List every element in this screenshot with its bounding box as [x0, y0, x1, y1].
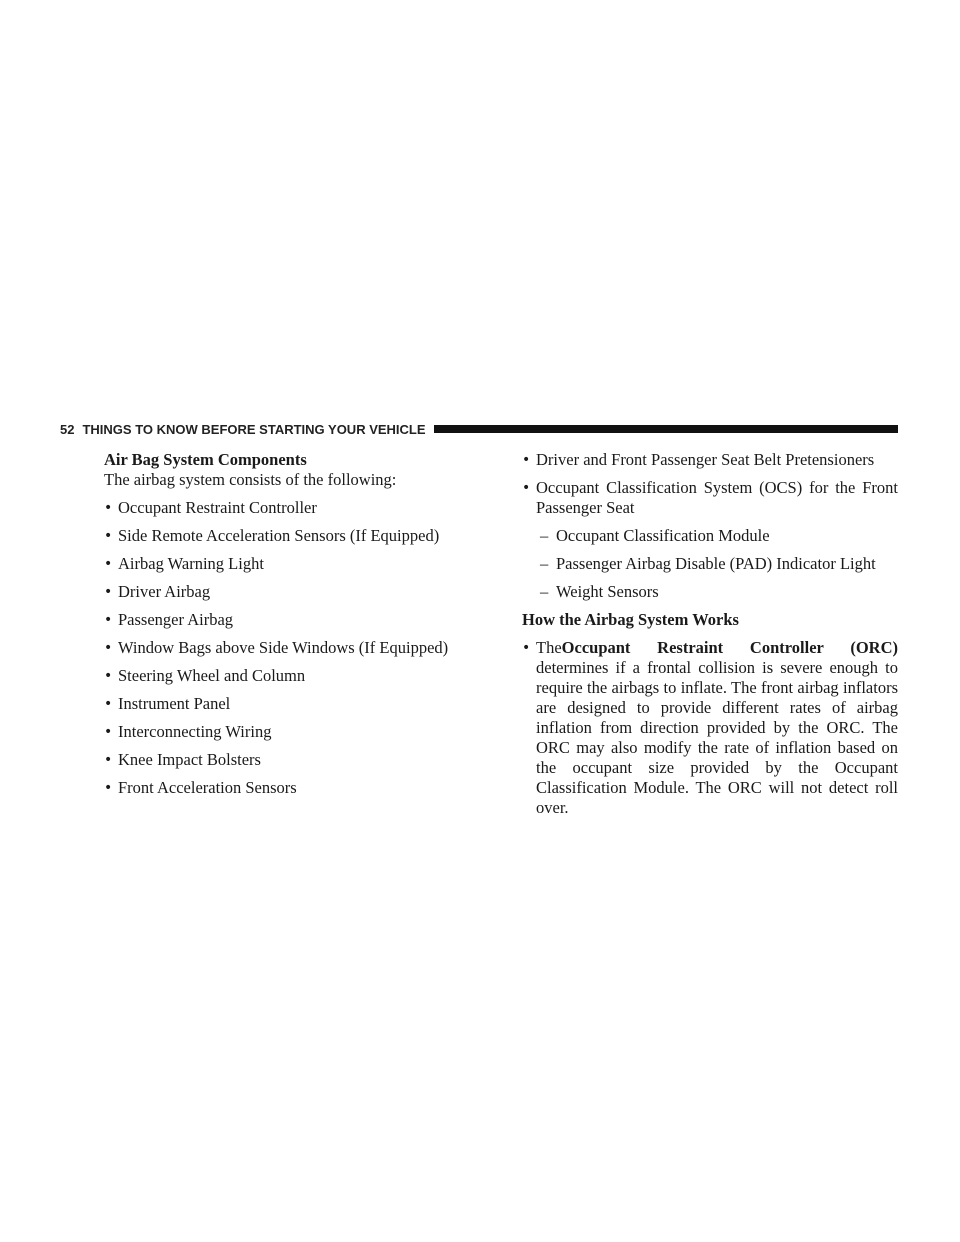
left-column — [104, 450, 476, 798]
sub-list-item: – Occupant Classification Module — [540, 526, 770, 545]
dash-icon: – — [540, 582, 549, 601]
page-number: 52 — [60, 421, 75, 437]
orc-term: Occupant Restraint Controller (ORC) — [561, 638, 898, 657]
components-intro: The airbag system consists of the following: — [104, 470, 397, 489]
dash-icon: – — [540, 554, 549, 573]
list-item: • Occupant Classification System (OCS) for the Front Passenger Seat — [522, 478, 898, 517]
bullet-icon: • — [104, 640, 113, 656]
right-column — [522, 450, 898, 818]
bullet-icon: • — [104, 668, 113, 684]
list-item: • Passenger Airbag — [104, 610, 234, 629]
bullet-icon: • — [522, 452, 531, 468]
bullet-icon: • — [104, 584, 113, 600]
sub-list-item: – Weight Sensors — [540, 582, 659, 601]
how-it-works-heading: How the Airbag System Works — [522, 610, 739, 629]
list-item — [522, 638, 898, 818]
section-title: THINGS TO KNOW BEFORE STARTING YOUR VEHICLE — [82, 421, 426, 437]
dash-icon: – — [540, 526, 549, 545]
list-item: • Driver and Front Passenger Seat Belt Pretensioners — [522, 450, 875, 469]
list-item: • Airbag Warning Light — [104, 554, 264, 573]
orc-paragraph: TheOccupant Restraint Controller (ORC) determines if a frontal collision is severe enough to require the airbags to inflate. The front airbag inflators are designed to provide different rates of airbag inflation from direction provided by the ORC. The ORC may also modify the rate of inflation based on the occupant size provided by the Occupant Classification Module. The ORC will not detect roll over. — [536, 638, 898, 817]
bullet-icon: • — [522, 640, 531, 656]
list-item: • Window Bags above Side Windows (If Equipped) — [104, 638, 449, 657]
bullet-icon: • — [104, 500, 113, 516]
bullet-icon: • — [104, 528, 113, 544]
list-item: • Side Remote Acceleration Sensors (If Equipped) — [104, 526, 440, 545]
list-item: • Interconnecting Wiring — [104, 722, 272, 741]
list-item: • Knee Impact Bolsters — [104, 750, 261, 769]
list-item: • Instrument Panel — [104, 694, 231, 713]
list-item: • Front Acceleration Sensors — [104, 778, 297, 797]
sub-list-item: – Passenger Airbag Disable (PAD) Indicator Light — [540, 554, 876, 573]
bullet-icon: • — [104, 696, 113, 712]
bullet-icon: • — [104, 612, 113, 628]
bullet-icon: • — [104, 780, 113, 796]
list-item: • Occupant Restraint Controller — [104, 498, 317, 517]
bullet-icon: • — [104, 752, 113, 768]
bullet-icon: • — [104, 724, 113, 740]
bullet-icon: • — [522, 480, 531, 496]
header-rule — [434, 425, 898, 433]
bullet-icon: • — [104, 556, 113, 572]
list-item: • Driver Airbag — [104, 582, 211, 601]
page-header — [60, 421, 898, 437]
list-item: • Steering Wheel and Column — [104, 666, 306, 685]
components-heading: Air Bag System Components — [104, 450, 307, 469]
